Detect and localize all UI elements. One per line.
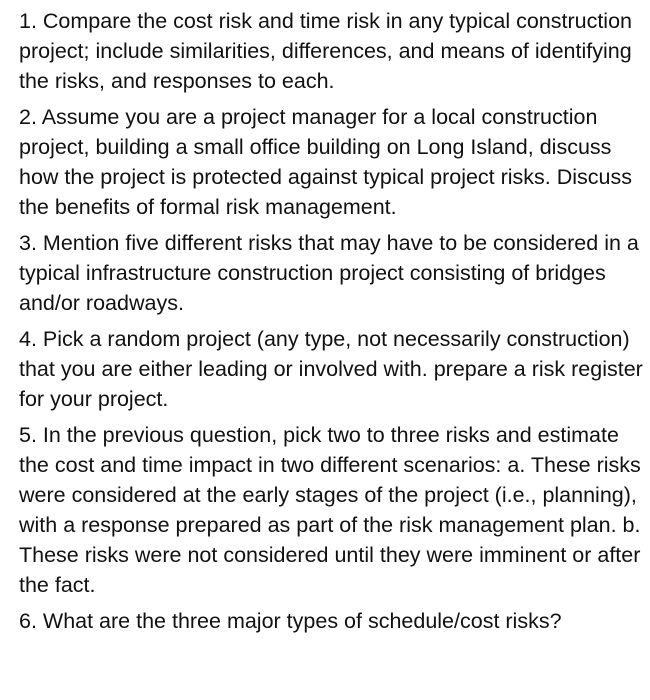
question-2: 2. Assume you are a project manager for a local construction project, building a small office building on Long Island, discuss how the project is protected against typical project risks. Discuss the benefits of formal risk management. bbox=[19, 105, 633, 219]
question-4: 4. Pick a random project (any type, not necessarily construction) that you are either leading or involved with. prepare a risk register for your project. bbox=[19, 327, 643, 411]
question-6: 6. What are the three major types of schedule/cost risks? bbox=[19, 609, 562, 633]
question-list bbox=[19, 6, 650, 636]
question-1: 1. Compare the cost risk and time risk in any typical construction project; include similarities, differences, and means of identifying the risks, and responses to each. bbox=[19, 9, 633, 93]
question-document bbox=[19, 6, 650, 642]
question-3: 3. Mention five different risks that may have to be considered in a typical infrastructure construction project consisting of bridges and/or roadways. bbox=[19, 231, 639, 315]
question-5: 5. In the previous question, pick two to three risks and estimate the cost and time impact in two different scenarios: a. These risks were considered at the early stages of the project (i.e., planning), with a response prepared as part of the risk management plan. b. These risks were not considered until they were imminent or after the fact. bbox=[19, 423, 641, 597]
